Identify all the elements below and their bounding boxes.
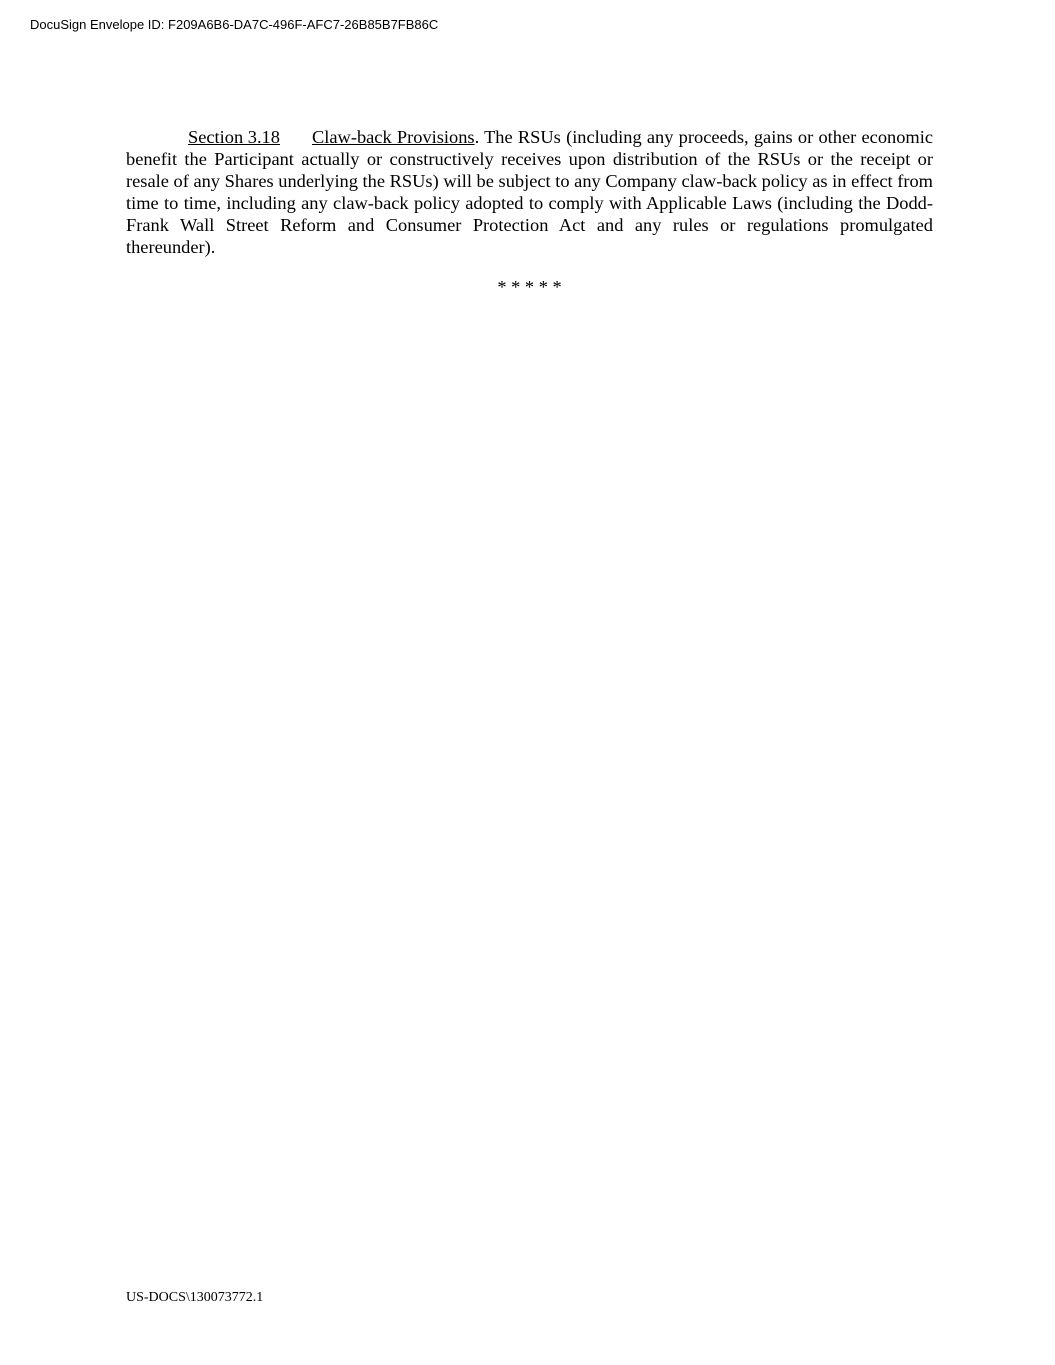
section-heading-punctuation: .	[474, 127, 480, 147]
section-separator: * * * * *	[497, 277, 562, 297]
section-number: Section 3.18	[188, 127, 280, 147]
docusign-envelope-id: DocuSign Envelope ID: F209A6B6-DA7C-496F-AFC7-26B85B7FB86C	[30, 17, 439, 32]
section-body-text: The RSUs (including any proceeds, gains or other economic benefit the Participant actually or constructively receives upon distribution of the RSUs or the receipt or resale of any Shares underlying the RSUs) will be subject to any Company claw-back policy as in effect from time to time, including any claw-back policy adopted to comply with Applicable Laws (including the Dodd-Frank Wall Street Reform and Consumer Protection Act and any rules or regulations promulgated thereunder).	[126, 127, 933, 257]
footer-document-id: US-DOCS\130073772.1	[126, 1290, 264, 1305]
section-3-18-paragraph	[126, 126, 933, 258]
section-heading: Claw-back Provisions	[312, 127, 475, 147]
